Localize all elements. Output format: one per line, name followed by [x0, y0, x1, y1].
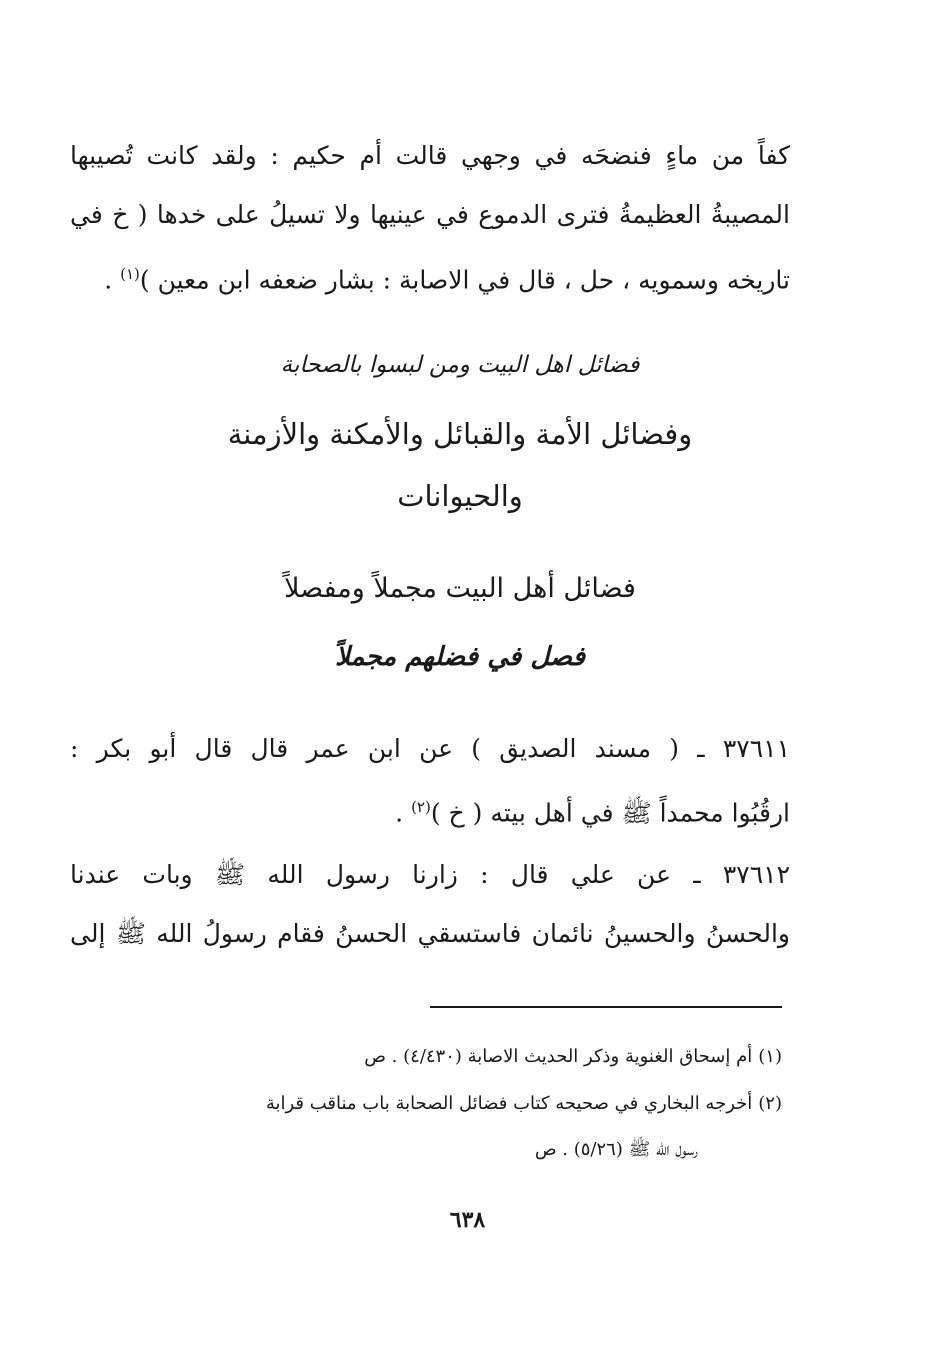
section-heading: فضائل أهل البيت مجملاً ومفصلاً [284, 573, 636, 604]
footnote-1-text: أم إسحاق الغنوية وذكر الحديث الاصابة (٤/٤٣٠) . ص [364, 1046, 753, 1067]
main-heading-line-1: وفضائل الأمة والقبائل والأمكنة والأزمنة [227, 417, 693, 451]
footnote-ref-1: (١) [120, 265, 140, 283]
hadith-37611-line-2-end: . [395, 798, 404, 828]
body-line-3-end: . [104, 265, 113, 295]
body-line-3 [70, 254, 790, 300]
main-heading-line-2: والحيوانات [397, 479, 523, 513]
hadith-37611-line-2-text: ارقُبُوا محمداً ﷺ في أهل بيته ( خ ) [430, 798, 790, 828]
footnote-ref-2: (٢) [411, 798, 431, 816]
footnote-1-number: (١) [758, 1046, 782, 1067]
footnote-2-text: أخرجه البخاري في صحيحه كتاب فضائل الصحابة باب مناقب قرابة [265, 1093, 753, 1114]
footnote-2-continuation: رسول الله ﷺ (٥/٢٦) . ص [534, 1139, 698, 1160]
footnote-divider [430, 1006, 782, 1008]
hadith-37611-line-1: ٣٧٦١١ ـ ( مسند الصديق ) عن ابن عمر قال قال أبو بكر : [70, 734, 790, 763]
footnote-2 [70, 1087, 782, 1121]
footnote-1 [70, 1040, 782, 1074]
hadith-37611-line-2 [70, 787, 790, 833]
handwritten-heading: فضائل اهل البيت ومن لبسوا بالصحابة [280, 352, 640, 378]
hadith-37612-line-2: والحسنُ والحسينُ نائمان فاستسقي الحسنُ فقام رسولُ الله ﷺ إلى [70, 919, 790, 948]
hadith-37612-line-1: ٣٧٦١٢ ـ عن علي قال : زارنا رسول الله ﷺ وبات عندنا [70, 860, 790, 889]
fasl-heading: فصل في فضلهم مجملاً [334, 642, 586, 672]
body-line-2: المصيبةُ العظيمةُ فترى الدموع في عينيها ولا تسيلُ على خدها ( خ في [70, 200, 790, 229]
body-line-3-text: تاريخه وسمويه ، حل ، قال في الاصابة : بشار ضعفه ابن معين ) [139, 265, 790, 295]
footnote-2-number: (٢) [758, 1093, 782, 1114]
body-line-1: كفاً من ماءٍ فنضحَه في وجهي قالت أم حكيم : ولقد كانت تُصيبها [70, 141, 790, 170]
page-number: ٦٣٨ [449, 1207, 486, 1233]
